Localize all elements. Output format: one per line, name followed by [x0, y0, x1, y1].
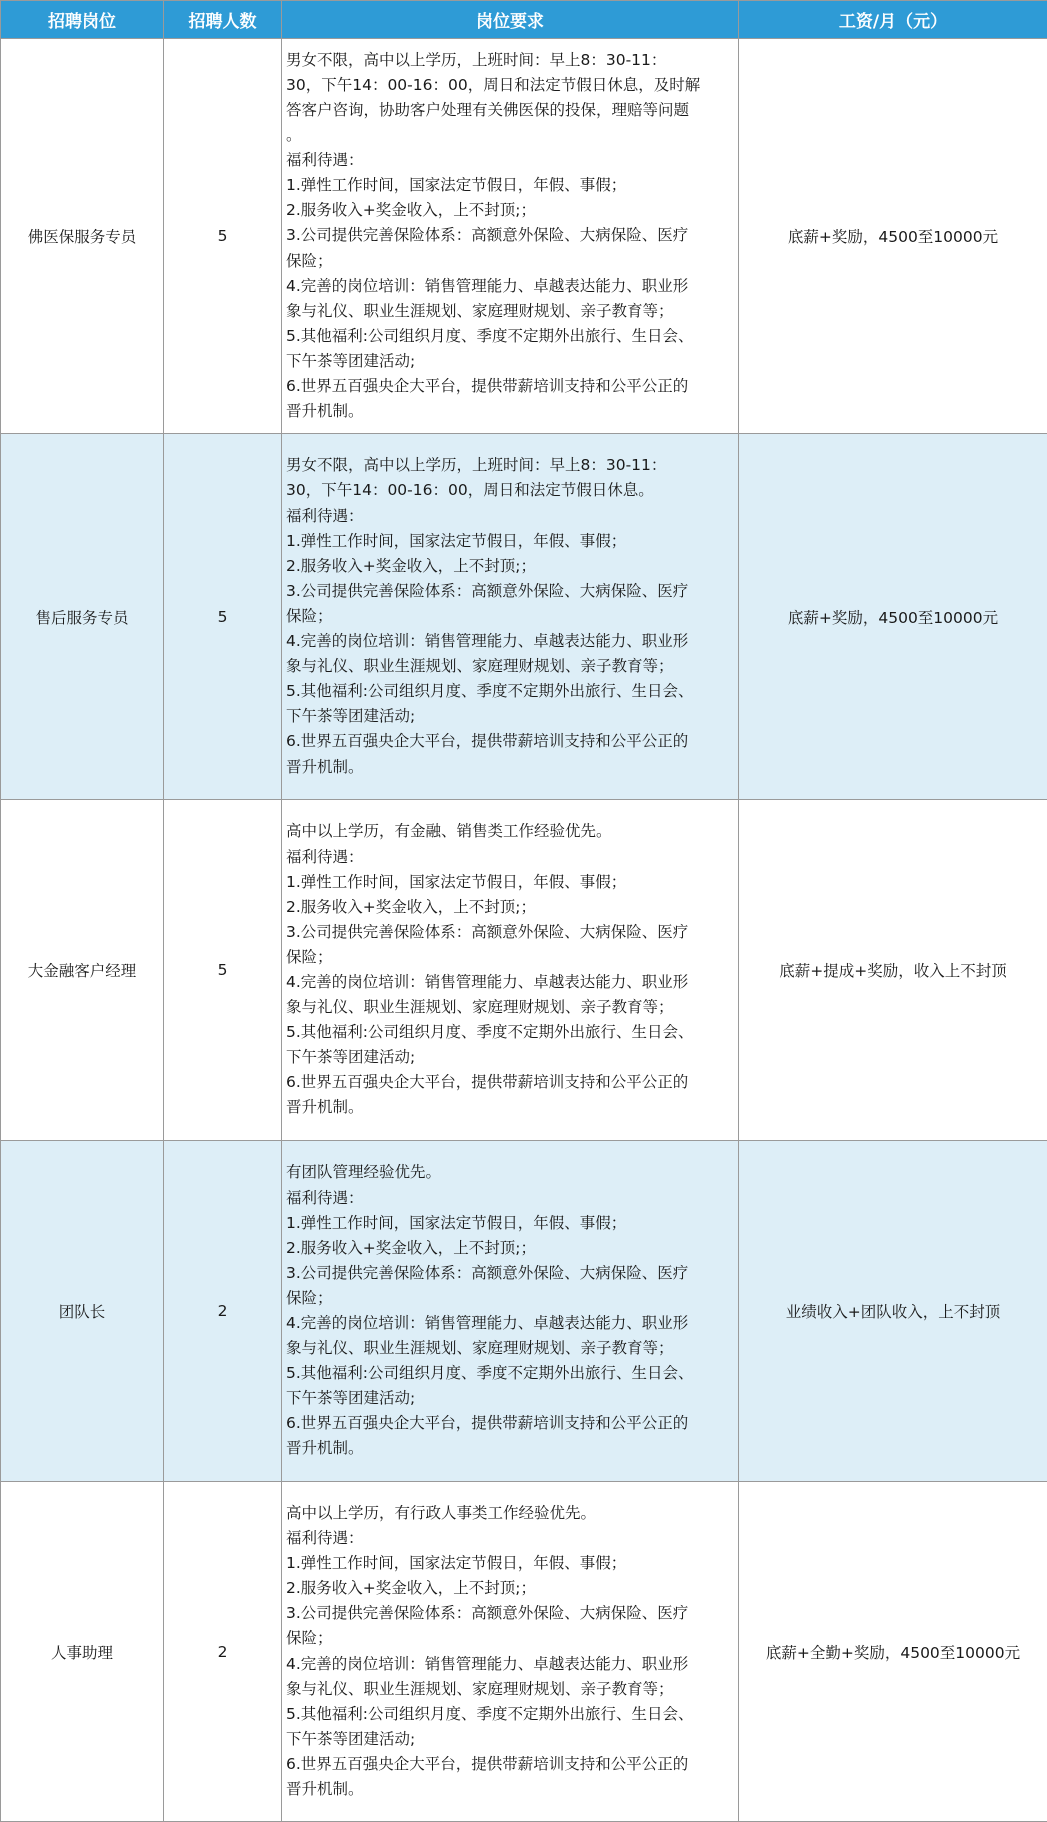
requirement-line: 4.完善的岗位培训：销售管理能力、卓越表达能力、职业形 [286, 274, 732, 299]
requirement-line: 3.公司提供完善保险体系：高额意外保险、大病保险、医疗 [286, 920, 732, 945]
position-title: 售后服务专员 [1, 434, 164, 800]
headcount: 5 [164, 800, 282, 1141]
headcount: 2 [164, 1482, 282, 1822]
requirement-line: 6.世界五百强央企大平台，提供带薪培训支持和公平公正的 [286, 1752, 732, 1777]
position-title: 人事助理 [1, 1482, 164, 1822]
requirement-line: 晋升机制。 [286, 399, 732, 424]
salary: 底薪+奖励，4500至10000元 [739, 39, 1047, 434]
table-row [1, 1141, 1047, 1482]
requirement-line: 4.完善的岗位培训：销售管理能力、卓越表达能力、职业形 [286, 629, 732, 654]
requirement-line: 保险； [286, 1286, 732, 1311]
requirement-line: 福利待遇： [286, 1526, 732, 1551]
header-row [1, 1, 1047, 39]
requirement-line: 2.服务收入+奖金收入，上不封顶;； [286, 1576, 732, 1601]
requirement-line: 2.服务收入+奖金收入，上不封顶;； [286, 895, 732, 920]
requirement-line: 象与礼仪、职业生涯规划、家庭理财规划、亲子教育等； [286, 654, 732, 679]
requirement-line: 晋升机制。 [286, 1777, 732, 1802]
requirement-line: 。 [286, 123, 732, 148]
requirement-line: 5.其他福利:公司组织月度、季度不定期外出旅行、生日会、 [286, 1020, 732, 1045]
requirement-line: 6.世界五百强央企大平台，提供带薪培训支持和公平公正的 [286, 1070, 732, 1095]
requirement-line: 象与礼仪、职业生涯规划、家庭理财规划、亲子教育等； [286, 1677, 732, 1702]
requirement-line: 福利待遇： [286, 504, 732, 529]
requirement-line: 高中以上学历，有行政人事类工作经验优先。 [286, 1501, 732, 1526]
requirement-line: 晋升机制。 [286, 1095, 732, 1120]
salary: 底薪+全勤+奖励，4500至10000元 [739, 1482, 1047, 1822]
table-row [1, 39, 1047, 434]
requirement-line: 福利待遇： [286, 148, 732, 173]
requirement-line: 6.世界五百强央企大平台，提供带薪培训支持和公平公正的 [286, 729, 732, 754]
requirement-line: 2.服务收入+奖金收入，上不封顶;； [286, 1236, 732, 1261]
requirement-line: 保险； [286, 1626, 732, 1651]
requirement-line: 福利待遇： [286, 845, 732, 870]
requirement-line: 晋升机制。 [286, 1436, 732, 1461]
header-headcount: 招聘人数 [164, 1, 282, 39]
requirement-line: 5.其他福利:公司组织月度、季度不定期外出旅行、生日会、 [286, 324, 732, 349]
requirement-line: 30，下午14：00-16：00，周日和法定节假日休息，及时解 [286, 73, 732, 98]
requirement-line: 3.公司提供完善保险体系：高额意外保险、大病保险、医疗 [286, 1601, 732, 1626]
requirements-cell [282, 1141, 739, 1482]
requirement-line: 5.其他福利:公司组织月度、季度不定期外出旅行、生日会、 [286, 679, 732, 704]
table-body [1, 39, 1047, 1822]
requirement-line: 保险； [286, 604, 732, 629]
header-position: 招聘岗位 [1, 1, 164, 39]
position-title: 佛医保服务专员 [1, 39, 164, 434]
requirement-line: 2.服务收入+奖金收入，上不封顶;； [286, 554, 732, 579]
requirement-line: 男女不限，高中以上学历，上班时间：早上8：30-11： [286, 48, 732, 73]
table-row [1, 434, 1047, 800]
headcount: 5 [164, 434, 282, 800]
table-row [1, 800, 1047, 1141]
headcount: 5 [164, 39, 282, 434]
requirement-line: 高中以上学历，有金融、销售类工作经验优先。 [286, 819, 732, 844]
requirement-line: 下午茶等团建活动; [286, 1386, 732, 1411]
requirement-line: 下午茶等团建活动; [286, 1045, 732, 1070]
requirement-line: 30，下午14：00-16：00，周日和法定节假日休息。 [286, 478, 732, 503]
requirement-line: 1.弹性工作时间，国家法定节假日，年假、事假； [286, 173, 732, 198]
requirement-line: 5.其他福利:公司组织月度、季度不定期外出旅行、生日会、 [286, 1361, 732, 1386]
requirement-line: 象与礼仪、职业生涯规划、家庭理财规划、亲子教育等； [286, 299, 732, 324]
requirement-line: 4.完善的岗位培训：销售管理能力、卓越表达能力、职业形 [286, 970, 732, 995]
header-requirements: 岗位要求 [282, 1, 739, 39]
position-title: 团队长 [1, 1141, 164, 1482]
table-header [1, 1, 1047, 39]
requirements-cell [282, 39, 739, 434]
salary: 底薪+提成+奖励，收入上不封顶 [739, 800, 1047, 1141]
requirement-line: 保险； [286, 249, 732, 274]
requirement-line: 1.弹性工作时间，国家法定节假日，年假、事假； [286, 529, 732, 554]
requirement-line: 3.公司提供完善保险体系：高额意外保险、大病保险、医疗 [286, 1261, 732, 1286]
requirement-line: 4.完善的岗位培训：销售管理能力、卓越表达能力、职业形 [286, 1311, 732, 1336]
requirement-line: 5.其他福利:公司组织月度、季度不定期外出旅行、生日会、 [286, 1702, 732, 1727]
requirement-line: 晋升机制。 [286, 755, 732, 780]
headcount: 2 [164, 1141, 282, 1482]
requirement-line: 1.弹性工作时间，国家法定节假日，年假、事假； [286, 870, 732, 895]
requirement-line: 下午茶等团建活动; [286, 704, 732, 729]
requirements-cell [282, 800, 739, 1141]
requirement-line: 保险； [286, 945, 732, 970]
table-row [1, 1482, 1047, 1822]
requirement-line: 男女不限，高中以上学历，上班时间：早上8：30-11： [286, 453, 732, 478]
header-salary: 工资/月（元） [739, 1, 1047, 39]
requirement-line: 6.世界五百强央企大平台，提供带薪培训支持和公平公正的 [286, 374, 732, 399]
requirement-line: 福利待遇： [286, 1186, 732, 1211]
salary: 业绩收入+团队收入，上不封顶 [739, 1141, 1047, 1482]
requirement-line: 1.弹性工作时间，国家法定节假日，年假、事假； [286, 1551, 732, 1576]
requirement-line: 象与礼仪、职业生涯规划、家庭理财规划、亲子教育等； [286, 995, 732, 1020]
requirement-line: 1.弹性工作时间，国家法定节假日，年假、事假； [286, 1211, 732, 1236]
requirement-line: 下午茶等团建活动; [286, 1727, 732, 1752]
requirement-line: 4.完善的岗位培训：销售管理能力、卓越表达能力、职业形 [286, 1652, 732, 1677]
requirement-line: 有团队管理经验优先。 [286, 1160, 732, 1185]
requirement-line: 3.公司提供完善保险体系：高额意外保险、大病保险、医疗 [286, 579, 732, 604]
salary: 底薪+奖励，4500至10000元 [739, 434, 1047, 800]
requirement-line: 下午茶等团建活动; [286, 349, 732, 374]
requirement-line: 象与礼仪、职业生涯规划、家庭理财规划、亲子教育等； [286, 1336, 732, 1361]
requirement-line: 答客户咨询，协助客户处理有关佛医保的投保，理赔等问题 [286, 98, 732, 123]
requirements-cell [282, 434, 739, 800]
requirement-line: 6.世界五百强央企大平台，提供带薪培训支持和公平公正的 [286, 1411, 732, 1436]
requirement-line: 2.服务收入+奖金收入，上不封顶;； [286, 198, 732, 223]
requirement-line: 3.公司提供完善保险体系：高额意外保险、大病保险、医疗 [286, 223, 732, 248]
position-title: 大金融客户经理 [1, 800, 164, 1141]
requirements-cell [282, 1482, 739, 1822]
